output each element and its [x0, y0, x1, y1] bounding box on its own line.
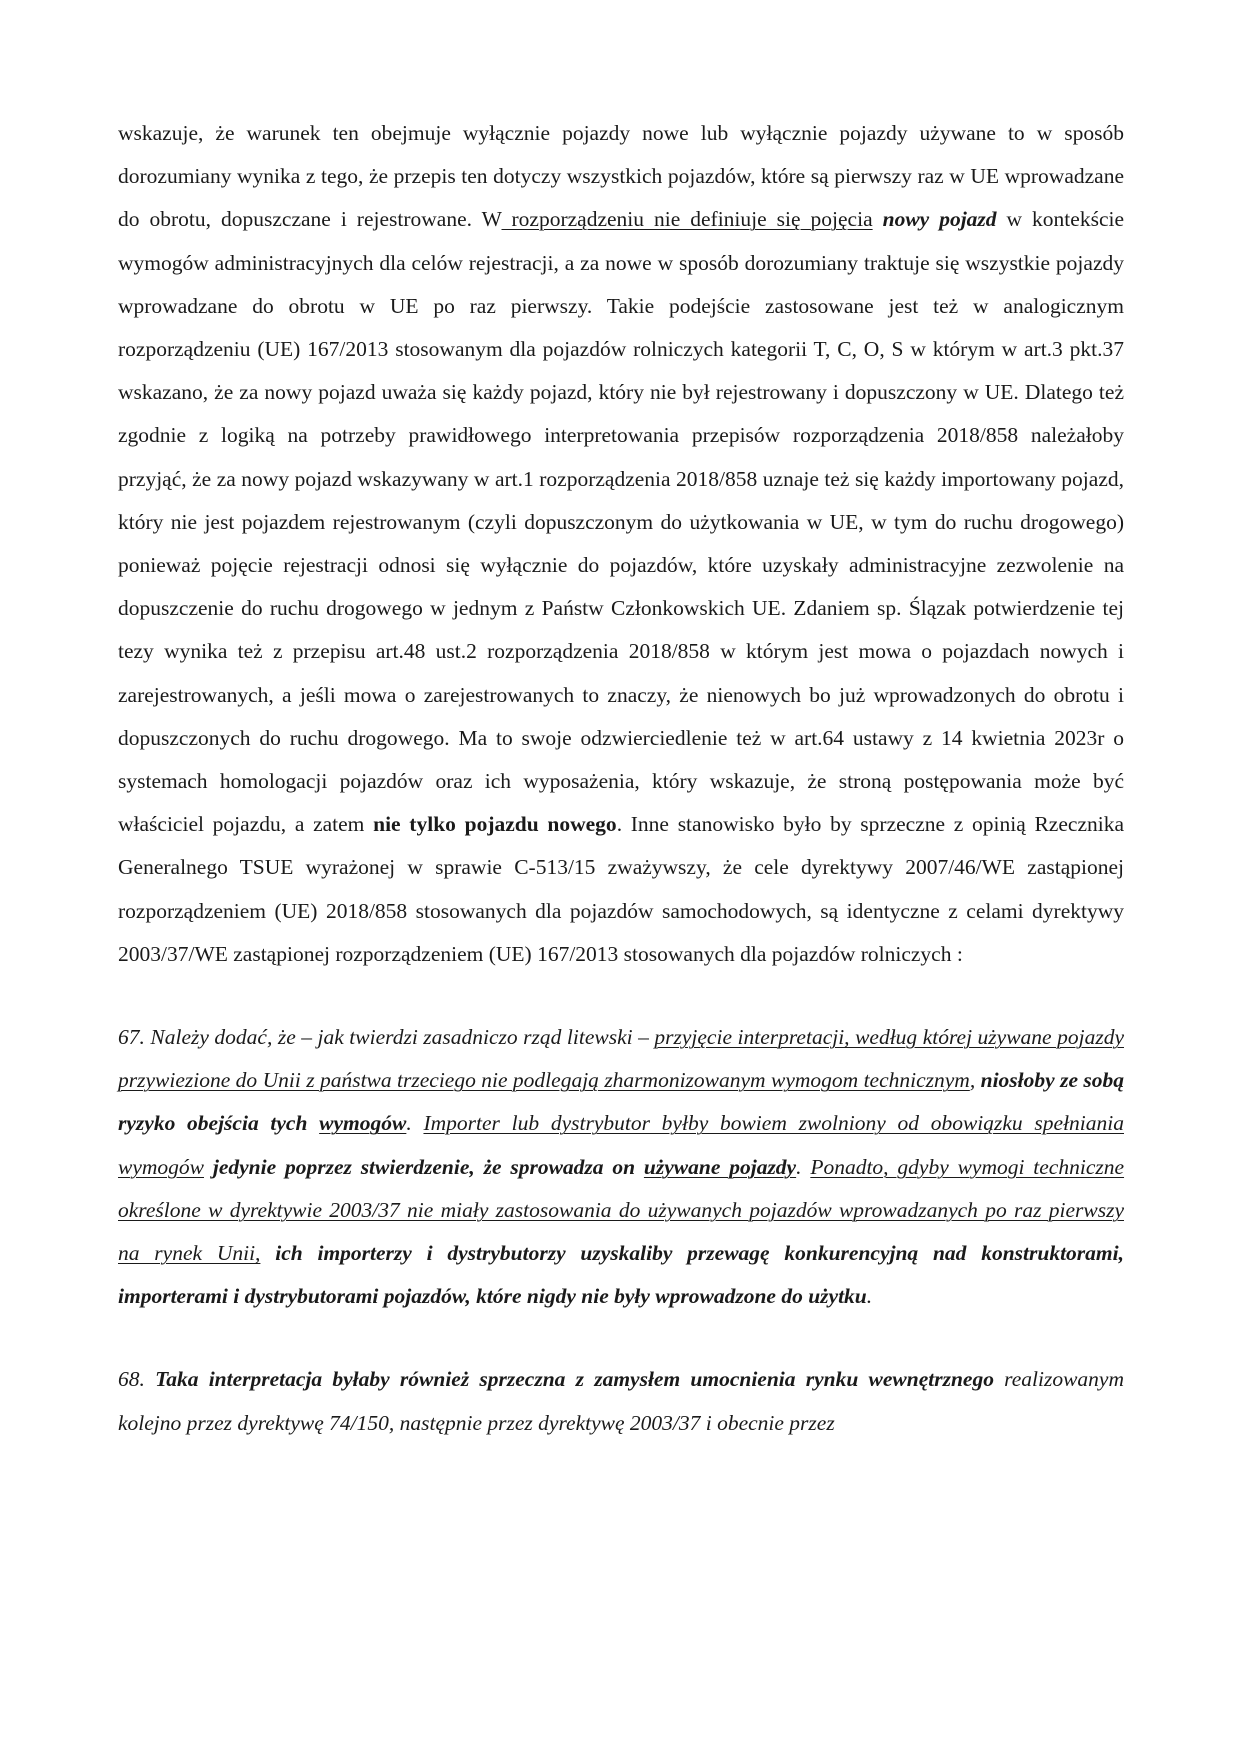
text: [204, 1155, 213, 1179]
bold-underlined-text: wymogów: [319, 1111, 407, 1136]
text: .: [406, 1111, 424, 1136]
text: realizowanym kolejno przez dyrektywę 74/150, następnie przez dyrektywę 2003/37 i obecnie przez: [118, 1367, 1124, 1435]
bold-text: Taka interpretacja byłaby również sprzeczna z zamysłem umocnienia rynku wewnętrznego: [155, 1367, 994, 1392]
bold-italic-term: nowy pojazd: [882, 207, 997, 232]
underlined-text: rozporządzeniu nie definiuje się pojęcia: [501, 207, 873, 232]
text: 67. Należy dodać, że – jak twierdzi zasadniczo rząd litewski –: [118, 1025, 655, 1050]
text: .: [866, 1284, 873, 1309]
text: [260, 1241, 275, 1265]
underlined-text: Importer lub dystrybutor byłby bowiem zwolniony od obowiązku spełniania wymogów: [118, 1111, 1124, 1179]
text: wskazuje, że warunek ten obejmuje wyłącznie pojazdy nowe lub wyłącznie pojazdy używane to w sposób dorozumiany wynika z tego, że przepis ten dotyczy wszystkich pojazdów, które są pierwszy raz w UE wprowadzane do obrotu, dopuszczane i rejestrowane. W: [118, 121, 1124, 232]
underlined-text: przyjęcie interpretacji, według której używane pojazdy przywiezione do Unii z państwa trzeciego nie podlegają zharmonizowanym wymogom technicznym: [118, 1025, 1124, 1093]
text: 68.: [118, 1367, 156, 1392]
paragraph-68-quote: [118, 1358, 1124, 1444]
text: [873, 207, 883, 231]
underlined-text: Ponadto, gdyby wymogi techniczne określone w dyrektywie 2003/37 nie miały zastosowania do używanych pojazdów wprowadzanych po raz pierwszy na rynek Unii,: [118, 1154, 1125, 1266]
paragraph-67-quote: [118, 1016, 1124, 1318]
bold-text: jedynie poprzez stwierdzenie, że sprowadza on: [212, 1154, 644, 1179]
bold-text: ich importerzy i dystrybutorzy uzyskaliby przewagę konkurencyjną nad konstruktorami, importerami i dystrybutorami pojazdów, które nigdy nie były wprowadzone do użytku: [118, 1241, 1125, 1309]
text: . Inne stanowisko było by sprzeczne z opinią Rzecznika Generalnego TSUE wyrażonej w sprawie C-513/15 zważywszy, że cele dyrektywy 2007/46/WE zastąpionej rozporządzeniem (UE) 2018/858 stosowanych dla pojazdów samochodowych, są identyczne z celami dyrektywy 2003/37/WE zastąpionej rozporządzeniem (UE) 167/2013 stosowanych dla pojazdów rolniczych :: [118, 812, 1124, 966]
text: ,: [969, 1068, 981, 1093]
text: w kontekście wymogów administracyjnych dla celów rejestracji, a za nowe w sposób dorozumiany traktuje się wszystkie pojazdy wprowadzane do obrotu w UE po raz pierwszy. Takie podejście zastosowane jest też w analogicznym rozporządzeniu (UE) 167/2013 stosowanym dla pojazdów rolniczych kategorii T, C, O, S w którym w art.3 pkt.37 wskazano, że za nowy pojazd uważa się każdy pojazd, który nie był rejestrowany i dopuszczony w UE. Dlatego też zgodnie z logiką na potrzeby prawidłowego interpretowania przepisów rozporządzenia 2018/858 należałoby przyjąć, że za nowy pojazd wskazywany w art.1 rozporządzenia 2018/858 uznaje też się każdy importowany pojazd, który nie jest pojazdem rejestrowanym (czyli dopuszczonym do użytkowania w UE, w tym do ruchu drogowego) ponieważ pojęcie rejestracji odnosi się wyłącznie do pojazdów, które uzyskały administracyjne zezwolenie na dopuszczenie do ruchu drogowego w jednym z Państw Członkowskich UE. Zdaniem sp. Ślązak potwierdzenie tej tezy wynika też z przepisu art.48 ust.2 rozporządzenia 2018/858 w którym jest mowa o pojazdach nowych i zarejestrowanych, a jeśli mowa o zarejestrowanych to znaczy, że nienowych bo już wprowadzonych do obrotu i dopuszczonych do ruchu drogowego. Ma to swoje odzwierciedlenie też w art.64 ustawy z 14 kwietnia 2023r o systemach homologacji pojazdów oraz ich wyposażenia, który wskazuje, że stroną postępowania może być właściciel pojazdu, a zatem: [118, 207, 1124, 837]
paragraph-1: [118, 112, 1124, 976]
document-page: [118, 112, 1124, 1445]
text: .: [796, 1154, 811, 1179]
bold-text: niosłoby ze sobą ryzyko obejścia tych: [118, 1068, 1125, 1136]
bold-text: nie tylko pojazdu nowego: [373, 812, 617, 837]
bold-underlined-text: używane pojazdy: [643, 1154, 797, 1179]
